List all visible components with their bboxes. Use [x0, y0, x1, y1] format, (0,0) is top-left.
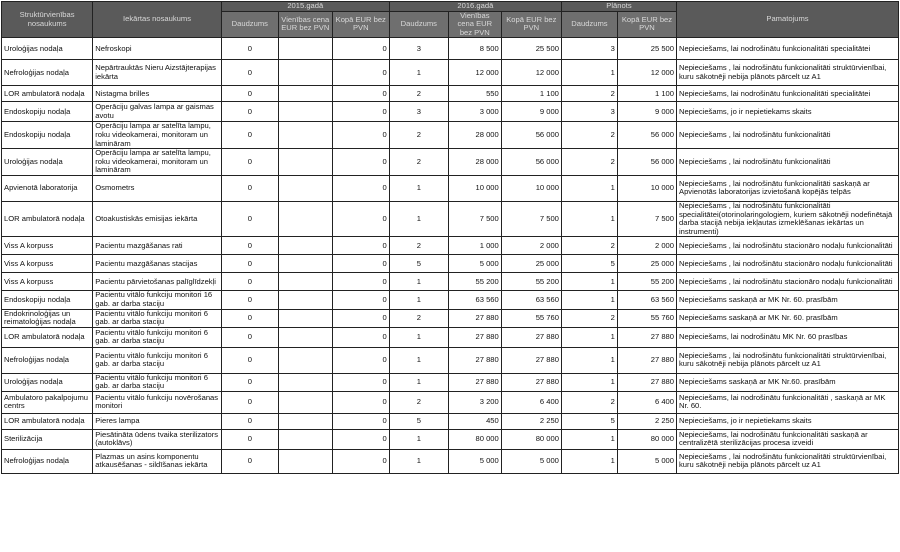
- cell-department: LOR ambulatorā nodaļa: [2, 327, 93, 347]
- cell-total-2015: 0: [332, 38, 389, 60]
- cell-qty-2016: 1: [389, 175, 448, 201]
- cell-qty-2016: 1: [389, 429, 448, 449]
- cell-justification: Nepieciešams saskaņā ar MK Nr. 60. prasībām: [677, 291, 899, 309]
- cell-total-plan: 5 000: [617, 449, 676, 473]
- cell-qty-plan: 1: [561, 60, 617, 86]
- cell-justification: Nepieciešams , lai nodrošinātu stacionāro nodaļu funkcionalitāti: [677, 273, 899, 291]
- cell-qty-2015: 0: [221, 86, 278, 102]
- cell-total-2015: 0: [332, 255, 389, 273]
- cell-qty-plan: 3: [561, 38, 617, 60]
- cell-qty-plan: 1: [561, 175, 617, 201]
- cell-department: Endoskopiju nodaļa: [2, 102, 93, 122]
- table-row: [2, 149, 899, 176]
- cell-item: Otoakustiskās emisijas iekārta: [93, 201, 222, 236]
- cell-total-plan: 27 880: [617, 327, 676, 347]
- table-row: [2, 255, 899, 273]
- cell-unit-price-2016: 450: [448, 413, 501, 429]
- cell-total-plan: 2 250: [617, 413, 676, 429]
- cell-qty-2015: 0: [221, 373, 278, 391]
- cell-unit-price-2016: 7 500: [448, 201, 501, 236]
- cell-unit-price-2015: [278, 38, 332, 60]
- header-unit-price-2015: Vienības cena EUR bez PVN: [278, 11, 332, 38]
- cell-qty-2016: 1: [389, 291, 448, 309]
- cell-item: Operāciju lampa ar satelīta lampu, roku videokamerai, monitoram un lamināram: [93, 149, 222, 176]
- cell-unit-price-2016: 550: [448, 86, 501, 102]
- cell-justification: Nepieciešams, lai nodrošinātu MK Nr. 60 prasības: [677, 327, 899, 347]
- cell-justification: Nepieciešams, lai nodrošinātu funkcionalitāti , saskaņā ar MK Nr. 60.: [677, 391, 899, 413]
- cell-department: Uroloģijas nodaļa: [2, 149, 93, 176]
- cell-total-2015: 0: [332, 122, 389, 149]
- table-row: [2, 86, 899, 102]
- cell-item: Nistagma brilles: [93, 86, 222, 102]
- equipment-table: [1, 1, 899, 474]
- cell-unit-price-2016: 8 500: [448, 38, 501, 60]
- cell-department: Endoskopiju nodaļa: [2, 291, 93, 309]
- cell-department: LOR ambulatorā nodaļa: [2, 201, 93, 236]
- cell-qty-2015: 0: [221, 201, 278, 236]
- cell-item: Pacientu pārvietošanas palīglīdzekļi: [93, 273, 222, 291]
- table-row: [2, 122, 899, 149]
- cell-total-2016: 80 000: [501, 429, 561, 449]
- table-row: [2, 175, 899, 201]
- cell-qty-plan: 2: [561, 237, 617, 255]
- cell-unit-price-2016: 10 000: [448, 175, 501, 201]
- cell-qty-plan: 2: [561, 86, 617, 102]
- cell-total-plan: 1 100: [617, 86, 676, 102]
- cell-qty-2015: 0: [221, 122, 278, 149]
- header-group-row: [2, 2, 899, 12]
- cell-qty-2015: 0: [221, 429, 278, 449]
- cell-qty-plan: 1: [561, 449, 617, 473]
- cell-department: Nefroloģijas nodaļa: [2, 347, 93, 373]
- cell-qty-2016: 2: [389, 237, 448, 255]
- cell-qty-plan: 5: [561, 255, 617, 273]
- cell-department: LOR ambulatorā nodaļa: [2, 86, 93, 102]
- cell-qty-2016: 1: [389, 201, 448, 236]
- cell-total-plan: 12 000: [617, 60, 676, 86]
- cell-qty-plan: 3: [561, 102, 617, 122]
- cell-total-plan: 6 400: [617, 391, 676, 413]
- cell-unit-price-2015: [278, 391, 332, 413]
- cell-item: Pacientu vitālo funkciju monitori 6 gab. ar darba staciju: [93, 327, 222, 347]
- cell-justification: Nepieciešams , lai nodrošinātu funkcionalitāti specialitātei(otorinolaringologiem, kuriem sākotnēji nodefinētajā darba stacijā nebija iekļautas izmeklēšanas iekārtas un instrumenti): [677, 201, 899, 236]
- cell-total-2015: 0: [332, 60, 389, 86]
- cell-item: Operāciju lampa ar satelīta lampu, roku videokamerai, monitoram un lamināram: [93, 122, 222, 149]
- cell-qty-2015: 0: [221, 327, 278, 347]
- cell-total-2016: 56 000: [501, 149, 561, 176]
- cell-justification: Nepieciešams , lai nodrošinātu funkcionalitāti: [677, 149, 899, 176]
- cell-qty-2015: 0: [221, 413, 278, 429]
- cell-qty-2015: 0: [221, 149, 278, 176]
- cell-qty-2016: 1: [389, 273, 448, 291]
- cell-justification: Nepieciešams , lai nodrošinātu stacionāro nodaļu funkcionalitāti: [677, 255, 899, 273]
- cell-total-2016: 1 100: [501, 86, 561, 102]
- cell-total-plan: 63 560: [617, 291, 676, 309]
- cell-item: Pacientu vitālo funkciju monitori 6 gab. ar darba staciju: [93, 373, 222, 391]
- cell-unit-price-2016: 27 880: [448, 347, 501, 373]
- cell-unit-price-2016: 28 000: [448, 122, 501, 149]
- header-unit-price-2016: Vienības cena EUR bez PVN: [448, 11, 501, 38]
- cell-unit-price-2015: [278, 175, 332, 201]
- table-row: [2, 373, 899, 391]
- cell-item: Piesātināta ūdens tvaika sterilizators (autoklāvs): [93, 429, 222, 449]
- header-total-2015: Kopā EUR bez PVN: [332, 11, 389, 38]
- cell-unit-price-2015: [278, 429, 332, 449]
- cell-total-plan: 27 880: [617, 347, 676, 373]
- cell-item: Plazmas un asins komponentu atkausēšanas - sildīšanas iekārta: [93, 449, 222, 473]
- cell-qty-2015: 0: [221, 60, 278, 86]
- cell-qty-2016: 2: [389, 86, 448, 102]
- cell-justification: Nepieciešams, jo ir nepietiekams skaits: [677, 413, 899, 429]
- cell-qty-2015: 0: [221, 391, 278, 413]
- cell-item: Osmometrs: [93, 175, 222, 201]
- cell-total-2016: 56 000: [501, 122, 561, 149]
- cell-qty-2016: 2: [389, 149, 448, 176]
- cell-unit-price-2016: 63 560: [448, 291, 501, 309]
- cell-item: Pacientu vitālo funkciju novērošanas monitori: [93, 391, 222, 413]
- cell-item: Pacientu mazgāšanas stacijas: [93, 255, 222, 273]
- cell-qty-2016: 2: [389, 309, 448, 327]
- cell-total-2015: 0: [332, 327, 389, 347]
- cell-department: Sterilizācija: [2, 429, 93, 449]
- cell-item: Pieres lampa: [93, 413, 222, 429]
- cell-qty-2015: 0: [221, 291, 278, 309]
- cell-total-2015: 0: [332, 291, 389, 309]
- cell-justification: Nepieciešams, lai nodrošinātu funkcionalitāti specialitātei: [677, 86, 899, 102]
- cell-total-2015: 0: [332, 373, 389, 391]
- cell-total-2016: 55 760: [501, 309, 561, 327]
- cell-item: Operāciju galvas lampa ar gaismas avotu: [93, 102, 222, 122]
- cell-total-plan: 25 500: [617, 38, 676, 60]
- cell-qty-2015: 0: [221, 273, 278, 291]
- cell-qty-plan: 1: [561, 291, 617, 309]
- cell-justification: Nepieciešams, lai nodrošinātu funkcionalitāti specialitātei: [677, 38, 899, 60]
- cell-unit-price-2016: 5 000: [448, 255, 501, 273]
- table-row: [2, 38, 899, 60]
- cell-total-2016: 9 000: [501, 102, 561, 122]
- cell-justification: Nepieciešams , lai nodrošinātu funkcionalitāti struktūrvienībai, kuru sākotnēji nebija plānots pārcelt uz A1: [677, 60, 899, 86]
- table-row: [2, 391, 899, 413]
- cell-item: Pacientu mazgāšanas rati: [93, 237, 222, 255]
- cell-unit-price-2015: [278, 291, 332, 309]
- cell-department: Apvienotā laboratorija: [2, 175, 93, 201]
- cell-unit-price-2016: 3 200: [448, 391, 501, 413]
- cell-justification: Nepieciešams , lai nodrošinātu funkcionalitāti struktūrvienībai, kuru sākotnēji nebija plānots pārcelt uz A1: [677, 449, 899, 473]
- cell-department: Viss A korpuss: [2, 273, 93, 291]
- cell-unit-price-2016: 3 000: [448, 102, 501, 122]
- cell-unit-price-2015: [278, 122, 332, 149]
- cell-qty-2016: 2: [389, 122, 448, 149]
- cell-item: Nefroskopi: [93, 38, 222, 60]
- cell-qty-plan: 2: [561, 309, 617, 327]
- cell-qty-2016: 5: [389, 413, 448, 429]
- cell-department: Viss A korpuss: [2, 255, 93, 273]
- header-qty-2015: Daudzums: [221, 11, 278, 38]
- cell-total-2016: 25 000: [501, 255, 561, 273]
- header-total-2016: Kopā EUR bez PVN: [501, 11, 561, 38]
- cell-qty-plan: 1: [561, 429, 617, 449]
- cell-department: Nefroloģijas nodaļa: [2, 449, 93, 473]
- cell-unit-price-2015: [278, 86, 332, 102]
- cell-unit-price-2015: [278, 309, 332, 327]
- cell-justification: Nepieciešams , lai nodrošinātu funkcionalitāti struktūrvienībai, kuru sākotnēji nebija plānots pārcelt uz A1: [677, 347, 899, 373]
- cell-unit-price-2015: [278, 237, 332, 255]
- cell-qty-2016: 2: [389, 391, 448, 413]
- cell-qty-plan: 1: [561, 201, 617, 236]
- cell-total-2015: 0: [332, 149, 389, 176]
- cell-item: Pacientu vitālo funkciju monitori 16 gab. ar darba staciju: [93, 291, 222, 309]
- table-row: [2, 327, 899, 347]
- header-group-2016: 2016.gadā: [389, 2, 561, 12]
- cell-total-2015: 0: [332, 273, 389, 291]
- cell-qty-2015: 0: [221, 175, 278, 201]
- cell-department: Ambulatoro pakalpojumu centrs: [2, 391, 93, 413]
- cell-qty-2015: 0: [221, 309, 278, 327]
- cell-qty-plan: 2: [561, 391, 617, 413]
- cell-qty-plan: 1: [561, 327, 617, 347]
- cell-unit-price-2015: [278, 60, 332, 86]
- cell-unit-price-2016: 27 880: [448, 327, 501, 347]
- cell-justification: Nepieciešams , lai nodrošinātu funkcionalitāti: [677, 122, 899, 149]
- table-row: [2, 60, 899, 86]
- cell-total-2016: 5 000: [501, 449, 561, 473]
- cell-item: Pacientu vitālo funkciju monitori 6 gab. ar darba staciju: [93, 309, 222, 327]
- table-row: [2, 449, 899, 473]
- cell-unit-price-2016: 80 000: [448, 429, 501, 449]
- cell-total-2016: 2 250: [501, 413, 561, 429]
- cell-qty-plan: 1: [561, 273, 617, 291]
- cell-qty-2016: 3: [389, 38, 448, 60]
- header-total-plan: Kopā EUR bez PVN: [617, 11, 676, 38]
- cell-qty-plan: 5: [561, 413, 617, 429]
- cell-justification: Nepieciešams , lai nodrošinātu funkcionalitāti saskaņā ar Apvienotās laboratorijas izvietošanā kopējās telpās: [677, 175, 899, 201]
- table-row: [2, 347, 899, 373]
- cell-total-2016: 63 560: [501, 291, 561, 309]
- cell-justification: Nepieciešams, lai nodrošinātu funkcionalitāti saskaņā ar centralizētā sterilizācijas procesa izveidi: [677, 429, 899, 449]
- cell-unit-price-2016: 1 000: [448, 237, 501, 255]
- cell-justification: Nepieciešams saskaņā ar MK Nr. 60. prasībām: [677, 309, 899, 327]
- cell-unit-price-2016: 27 880: [448, 373, 501, 391]
- cell-total-2016: 55 200: [501, 273, 561, 291]
- cell-total-2015: 0: [332, 347, 389, 373]
- cell-department: Viss A korpuss: [2, 237, 93, 255]
- header-qty-plan: Daudzums: [561, 11, 617, 38]
- cell-qty-2015: 0: [221, 347, 278, 373]
- cell-total-2016: 27 880: [501, 327, 561, 347]
- cell-justification: Nepieciešams, jo ir nepietiekams skaits: [677, 102, 899, 122]
- cell-justification: Nepieciešams , lai nodrošinātu stacionāro nodaļu funkcionalitāti: [677, 237, 899, 255]
- cell-unit-price-2015: [278, 373, 332, 391]
- cell-qty-plan: 2: [561, 149, 617, 176]
- cell-total-2015: 0: [332, 86, 389, 102]
- cell-total-2015: 0: [332, 391, 389, 413]
- cell-unit-price-2015: [278, 347, 332, 373]
- cell-total-2016: 2 000: [501, 237, 561, 255]
- cell-department: Nefroloģijas nodaļa: [2, 60, 93, 86]
- cell-unit-price-2015: [278, 255, 332, 273]
- cell-qty-2015: 0: [221, 102, 278, 122]
- cell-unit-price-2015: [278, 149, 332, 176]
- cell-qty-plan: 2: [561, 122, 617, 149]
- cell-item: Nepārtrauktās Nieru Aizstājterapijas iekārta: [93, 60, 222, 86]
- header-item: Iekārtas nosaukums: [93, 2, 222, 38]
- header-qty-2016: Daudzums: [389, 11, 448, 38]
- cell-qty-2016: 1: [389, 449, 448, 473]
- cell-department: Uroloģijas nodaļa: [2, 373, 93, 391]
- cell-unit-price-2015: [278, 327, 332, 347]
- cell-qty-2015: 0: [221, 449, 278, 473]
- table-row: [2, 309, 899, 327]
- cell-total-2015: 0: [332, 429, 389, 449]
- table-row: [2, 429, 899, 449]
- cell-total-2016: 27 880: [501, 373, 561, 391]
- header-justification: Pamatojums: [677, 2, 899, 38]
- cell-justification: Nepieciešams saskaņā ar MK Nr.60. prasībām: [677, 373, 899, 391]
- header-group-plan: Plānots: [561, 2, 676, 12]
- cell-total-2016: 25 500: [501, 38, 561, 60]
- cell-total-plan: 2 000: [617, 237, 676, 255]
- cell-total-2016: 27 880: [501, 347, 561, 373]
- cell-total-plan: 27 880: [617, 373, 676, 391]
- cell-total-plan: 56 000: [617, 149, 676, 176]
- cell-department: Uroloģijas nodaļa: [2, 38, 93, 60]
- cell-total-2015: 0: [332, 175, 389, 201]
- cell-unit-price-2015: [278, 102, 332, 122]
- cell-total-2015: 0: [332, 309, 389, 327]
- table-row: [2, 291, 899, 309]
- cell-qty-2016: 1: [389, 373, 448, 391]
- cell-total-2015: 0: [332, 237, 389, 255]
- header-group-2015: 2015.gadā: [221, 2, 389, 12]
- cell-total-plan: 7 500: [617, 201, 676, 236]
- table-row: [2, 237, 899, 255]
- cell-department: Endoskopiju nodaļa: [2, 122, 93, 149]
- cell-total-2016: 12 000: [501, 60, 561, 86]
- cell-total-plan: 80 000: [617, 429, 676, 449]
- cell-total-2016: 10 000: [501, 175, 561, 201]
- cell-unit-price-2016: 5 000: [448, 449, 501, 473]
- cell-unit-price-2015: [278, 201, 332, 236]
- cell-qty-2015: 0: [221, 38, 278, 60]
- cell-total-plan: 9 000: [617, 102, 676, 122]
- cell-qty-2016: 3: [389, 102, 448, 122]
- cell-unit-price-2016: 55 200: [448, 273, 501, 291]
- cell-department: Endokrinoloģijas un reimatoloģijas nodaļa: [2, 309, 93, 327]
- cell-qty-2016: 1: [389, 347, 448, 373]
- cell-total-plan: 10 000: [617, 175, 676, 201]
- cell-item: Pacientu vitālo funkciju monitori 6 gab. ar darba staciju: [93, 347, 222, 373]
- cell-unit-price-2016: 27 880: [448, 309, 501, 327]
- cell-total-2015: 0: [332, 449, 389, 473]
- cell-qty-plan: 1: [561, 347, 617, 373]
- cell-total-2015: 0: [332, 413, 389, 429]
- cell-unit-price-2016: 12 000: [448, 60, 501, 86]
- table-row: [2, 201, 899, 236]
- cell-total-plan: 56 000: [617, 122, 676, 149]
- cell-total-2015: 0: [332, 201, 389, 236]
- cell-total-plan: 25 000: [617, 255, 676, 273]
- table-row: [2, 273, 899, 291]
- cell-total-2015: 0: [332, 102, 389, 122]
- cell-total-plan: 55 760: [617, 309, 676, 327]
- cell-qty-plan: 1: [561, 373, 617, 391]
- cell-total-2016: 6 400: [501, 391, 561, 413]
- cell-qty-2016: 1: [389, 60, 448, 86]
- cell-qty-2015: 0: [221, 255, 278, 273]
- cell-unit-price-2015: [278, 449, 332, 473]
- cell-qty-2016: 5: [389, 255, 448, 273]
- cell-total-2016: 7 500: [501, 201, 561, 236]
- table-row: [2, 413, 899, 429]
- cell-total-plan: 55 200: [617, 273, 676, 291]
- table-row: [2, 102, 899, 122]
- cell-unit-price-2015: [278, 413, 332, 429]
- header-department: Struktūrvienības nosaukums: [2, 2, 93, 38]
- cell-qty-2015: 0: [221, 237, 278, 255]
- cell-department: LOR ambulatorā nodaļa: [2, 413, 93, 429]
- cell-unit-price-2015: [278, 273, 332, 291]
- cell-qty-2016: 1: [389, 327, 448, 347]
- cell-unit-price-2016: 28 000: [448, 149, 501, 176]
